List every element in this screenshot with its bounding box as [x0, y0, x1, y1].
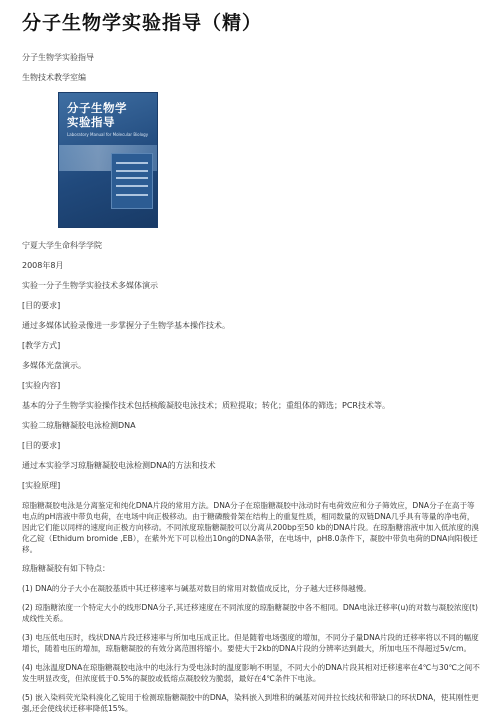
- goal-heading: [目的要求]: [22, 301, 61, 310]
- method-heading: [教学方式]: [22, 341, 61, 350]
- institute-line: 宁夏大学生命科学学院: [22, 241, 102, 250]
- cover-subtitle: Laboratory Manual for Molecular Biology: [67, 132, 149, 137]
- feature-1: (1) DNA的分子大小在凝胶基质中其迁移速率与碱基对数目的常用对数值成反比，分子越大迁移得越慢。: [22, 584, 371, 593]
- features-heading: 琼脂糖凝胶有如下特点：: [22, 564, 110, 573]
- cover-title-line1: 分子生物学: [67, 101, 127, 115]
- feature-5: (5) 嵌入染料荧光染料溴化乙锭用于检测琼脂糖凝胶中的DNA，染料嵌入到堆积的碱基对间并拉长线状和带缺口的环状DNA，使其刚性更强,还会使线状迁移率降低15%。: [22, 693, 479, 713]
- content-text: 基本的分子生物学实验操作技术包括核酸凝胶电泳技术；质粒提取；转化；重组体的筛选；PCR技术等。: [22, 401, 390, 410]
- book-cover-image: [58, 92, 158, 228]
- date-line: 2008年8月: [22, 261, 64, 270]
- feature-3: (3) 电压低电压时，线状DNA片段迁移速率与所加电压成正比。但是随着电场强度的增加，不同分子量DNA片段的迁移率将以不同的幅度增长，随着电压的增加，琼脂糖凝胶的有效分离范围将缩小。要使大于2kb的DNA片段的分辨率达到最大，所加电压不得超过5v/cm。: [22, 633, 479, 653]
- editor-line: 生物技术教学室编: [22, 73, 86, 82]
- cover-title-line2: 实验指导: [67, 115, 115, 129]
- goal2-text: 通过本实验学习琼脂糖凝胶电泳检测DNA的方法和技术: [22, 461, 216, 470]
- method-text: 多媒体光盘演示。: [22, 361, 86, 370]
- feature-4: (4) 电泳温度DNA在琼脂糖凝胶电泳中的电泳行为受电泳时的温度影响不明显，不同大小的DNA片段其相对迁移速率在4℃与30℃之间不发生明显改变，但浓度低于0.5%的凝胶或低熔点凝胶较为脆弱，最好在4℃条件下电泳。: [22, 663, 480, 683]
- content-heading: [实验内容]: [22, 381, 61, 390]
- goal2-heading: [目的要求]: [22, 441, 61, 450]
- principle-text: 琼脂糖凝胶电泳是分离鉴定和纯化DNA片段的常用方法。DNA分子在琼脂糖凝胶中泳动时有电荷效应和分子筛效应，DNA分子在高于等电点的pH溶液中带负电荷，在电场中向正极移动。由于糖磷酸骨架在结构上的重复性质，相同数量的双链DNA几乎具有等量的净电荷，因此它们能以同样的速度向正极方向移动。不同浓度琼脂糖凝胶可以分离从200bp至50 kb的DNA片段。在琼脂糖溶液中加入低浓度的溴化乙锭（Ethidum bromide ,EB），在紫外光下可以检出10ng的DNA条带，在电场中，pH8.0条件下，凝胶中带负电荷的DNA向阳极迁移。: [22, 501, 480, 554]
- cover-title: [67, 101, 127, 129]
- experiment2-title: 实验二琼脂糖凝胶电泳检测DNA: [22, 421, 136, 430]
- feature-2: (2) 琼脂糖浓度一个特定大小的线形DNA分子,其迁移速度在不同浓度的琼脂糖凝胶中各不相同。DNA电泳迁移率(u)的对数与凝胶浓度(t)成线性关系。: [22, 603, 478, 623]
- goal-text: 通过多媒体试验录像进一步掌握分子生物学基本操作技术。: [22, 321, 230, 330]
- course-line: 实验一分子生物学实验技术多媒体演示: [22, 281, 158, 290]
- subtitle-line: 分子生物学实验指导: [22, 53, 94, 62]
- principle-heading: [实验原理]: [22, 481, 61, 490]
- cover-gel-graphic: [111, 153, 153, 209]
- document-title: 分子生物学实验指导（精）: [22, 12, 263, 34]
